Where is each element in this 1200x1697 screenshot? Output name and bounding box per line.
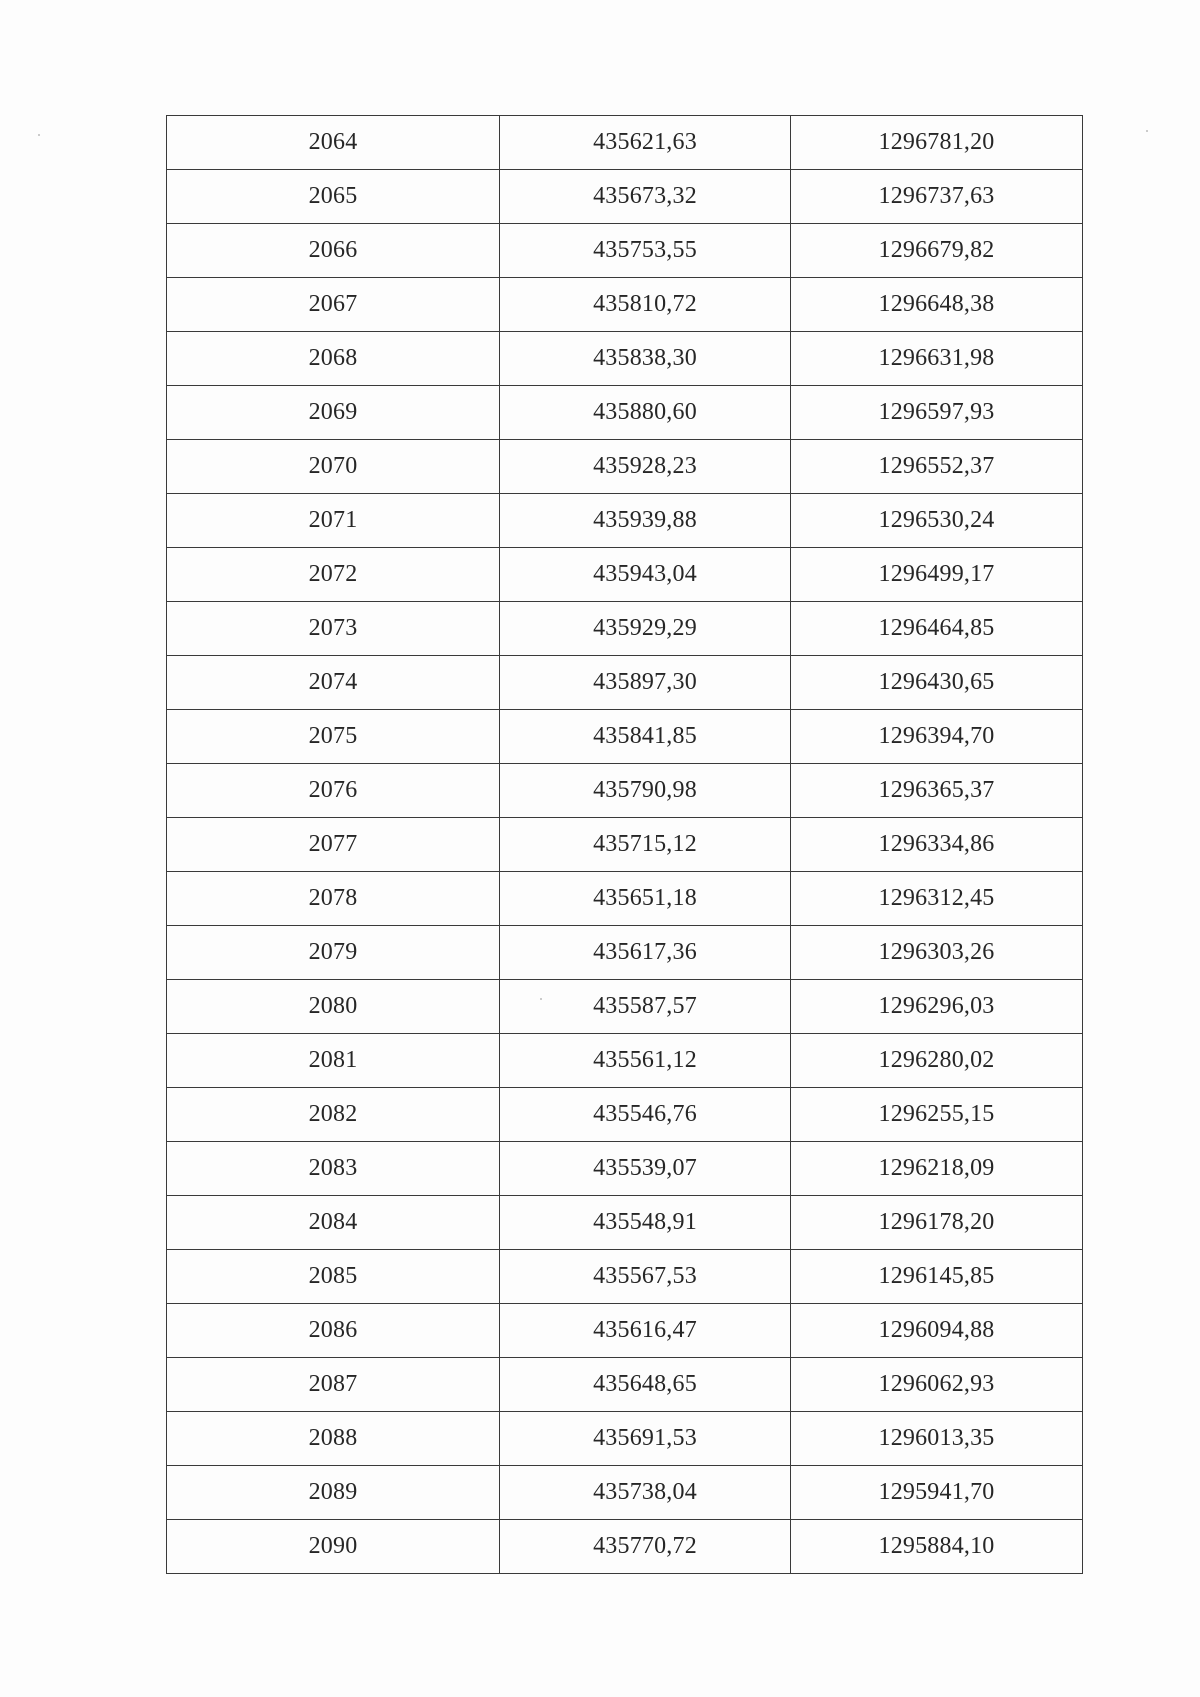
- point-number-cell: 2090: [167, 1520, 500, 1574]
- y-coordinate-cell: 1296631,98: [791, 332, 1083, 386]
- point-number-cell: 2077: [167, 818, 500, 872]
- point-number-cell: 2082: [167, 1088, 500, 1142]
- y-coordinate-cell: 1295884,10: [791, 1520, 1083, 1574]
- point-number-cell: 2087: [167, 1358, 500, 1412]
- point-number-cell: 2074: [167, 656, 500, 710]
- x-coordinate-cell: 435939,88: [500, 494, 791, 548]
- table-row: [167, 170, 1083, 224]
- x-coordinate-cell: 435617,36: [500, 926, 791, 980]
- y-coordinate-cell: 1296394,70: [791, 710, 1083, 764]
- y-coordinate-cell: 1296530,24: [791, 494, 1083, 548]
- x-coordinate-cell: 435651,18: [500, 872, 791, 926]
- table-row: [167, 1358, 1083, 1412]
- point-number-cell: 2071: [167, 494, 500, 548]
- point-number-cell: 2089: [167, 1466, 500, 1520]
- point-number-cell: 2085: [167, 1250, 500, 1304]
- table-row: [167, 1196, 1083, 1250]
- y-coordinate-cell: 1296597,93: [791, 386, 1083, 440]
- point-number-cell: 2073: [167, 602, 500, 656]
- table-row: [167, 872, 1083, 926]
- table-row: [167, 980, 1083, 1034]
- point-number-cell: 2080: [167, 980, 500, 1034]
- scan-speck: [1146, 130, 1148, 132]
- point-number-cell: 2078: [167, 872, 500, 926]
- x-coordinate-cell: 435841,85: [500, 710, 791, 764]
- table-row: [167, 818, 1083, 872]
- point-number-cell: 2068: [167, 332, 500, 386]
- point-number-cell: 2086: [167, 1304, 500, 1358]
- y-coordinate-cell: 1296296,03: [791, 980, 1083, 1034]
- table-row: [167, 1304, 1083, 1358]
- x-coordinate-cell: 435561,12: [500, 1034, 791, 1088]
- y-coordinate-cell: 1296430,65: [791, 656, 1083, 710]
- x-coordinate-cell: 435616,47: [500, 1304, 791, 1358]
- table-row: [167, 440, 1083, 494]
- y-coordinate-cell: 1296178,20: [791, 1196, 1083, 1250]
- y-coordinate-cell: 1296737,63: [791, 170, 1083, 224]
- x-coordinate-cell: 435943,04: [500, 548, 791, 602]
- point-number-cell: 2088: [167, 1412, 500, 1466]
- y-coordinate-cell: 1296781,20: [791, 116, 1083, 170]
- y-coordinate-cell: 1296552,37: [791, 440, 1083, 494]
- y-coordinate-cell: 1296062,93: [791, 1358, 1083, 1412]
- x-coordinate-cell: 435548,91: [500, 1196, 791, 1250]
- y-coordinate-cell: 1296280,02: [791, 1034, 1083, 1088]
- point-number-cell: 2076: [167, 764, 500, 818]
- table-row: [167, 1034, 1083, 1088]
- y-coordinate-cell: 1296013,35: [791, 1412, 1083, 1466]
- y-coordinate-cell: 1296648,38: [791, 278, 1083, 332]
- x-coordinate-cell: 435567,53: [500, 1250, 791, 1304]
- y-coordinate-cell: 1296334,86: [791, 818, 1083, 872]
- point-number-cell: 2067: [167, 278, 500, 332]
- y-coordinate-cell: 1296499,17: [791, 548, 1083, 602]
- table-row: [167, 926, 1083, 980]
- x-coordinate-cell: 435546,76: [500, 1088, 791, 1142]
- x-coordinate-cell: 435790,98: [500, 764, 791, 818]
- x-coordinate-cell: 435810,72: [500, 278, 791, 332]
- point-number-cell: 2064: [167, 116, 500, 170]
- table-row: [167, 1412, 1083, 1466]
- point-number-cell: 2070: [167, 440, 500, 494]
- x-coordinate-cell: 435880,60: [500, 386, 791, 440]
- coordinates-table: [166, 115, 1083, 1574]
- point-number-cell: 2065: [167, 170, 500, 224]
- x-coordinate-cell: 435715,12: [500, 818, 791, 872]
- y-coordinate-cell: 1296218,09: [791, 1142, 1083, 1196]
- scan-speck: [38, 134, 40, 136]
- x-coordinate-cell: 435838,30: [500, 332, 791, 386]
- x-coordinate-cell: 435897,30: [500, 656, 791, 710]
- table-row: [167, 386, 1083, 440]
- table-row: [167, 764, 1083, 818]
- table-row: [167, 1250, 1083, 1304]
- point-number-cell: 2072: [167, 548, 500, 602]
- coordinates-table-body: [167, 116, 1083, 1574]
- table-row: [167, 332, 1083, 386]
- y-coordinate-cell: 1296365,37: [791, 764, 1083, 818]
- point-number-cell: 2066: [167, 224, 500, 278]
- table-row: [167, 224, 1083, 278]
- point-number-cell: 2081: [167, 1034, 500, 1088]
- x-coordinate-cell: 435673,32: [500, 170, 791, 224]
- table-row: [167, 278, 1083, 332]
- x-coordinate-cell: 435753,55: [500, 224, 791, 278]
- table-row: [167, 656, 1083, 710]
- y-coordinate-cell: 1296255,15: [791, 1088, 1083, 1142]
- point-number-cell: 2084: [167, 1196, 500, 1250]
- table-row: [167, 116, 1083, 170]
- x-coordinate-cell: 435539,07: [500, 1142, 791, 1196]
- point-number-cell: 2069: [167, 386, 500, 440]
- x-coordinate-cell: 435621,63: [500, 116, 791, 170]
- x-coordinate-cell: 435587,57: [500, 980, 791, 1034]
- table-row: [167, 548, 1083, 602]
- point-number-cell: 2083: [167, 1142, 500, 1196]
- x-coordinate-cell: 435691,53: [500, 1412, 791, 1466]
- y-coordinate-cell: 1296679,82: [791, 224, 1083, 278]
- x-coordinate-cell: 435770,72: [500, 1520, 791, 1574]
- x-coordinate-cell: 435929,29: [500, 602, 791, 656]
- table-row: [167, 1142, 1083, 1196]
- table-row: [167, 1088, 1083, 1142]
- table-row: [167, 710, 1083, 764]
- x-coordinate-cell: 435738,04: [500, 1466, 791, 1520]
- y-coordinate-cell: 1295941,70: [791, 1466, 1083, 1520]
- table-row: [167, 1520, 1083, 1574]
- point-number-cell: 2075: [167, 710, 500, 764]
- table-row: [167, 602, 1083, 656]
- y-coordinate-cell: 1296464,85: [791, 602, 1083, 656]
- table-row: [167, 1466, 1083, 1520]
- point-number-cell: 2079: [167, 926, 500, 980]
- y-coordinate-cell: 1296094,88: [791, 1304, 1083, 1358]
- y-coordinate-cell: 1296303,26: [791, 926, 1083, 980]
- table-row: [167, 494, 1083, 548]
- x-coordinate-cell: 435928,23: [500, 440, 791, 494]
- y-coordinate-cell: 1296145,85: [791, 1250, 1083, 1304]
- y-coordinate-cell: 1296312,45: [791, 872, 1083, 926]
- x-coordinate-cell: 435648,65: [500, 1358, 791, 1412]
